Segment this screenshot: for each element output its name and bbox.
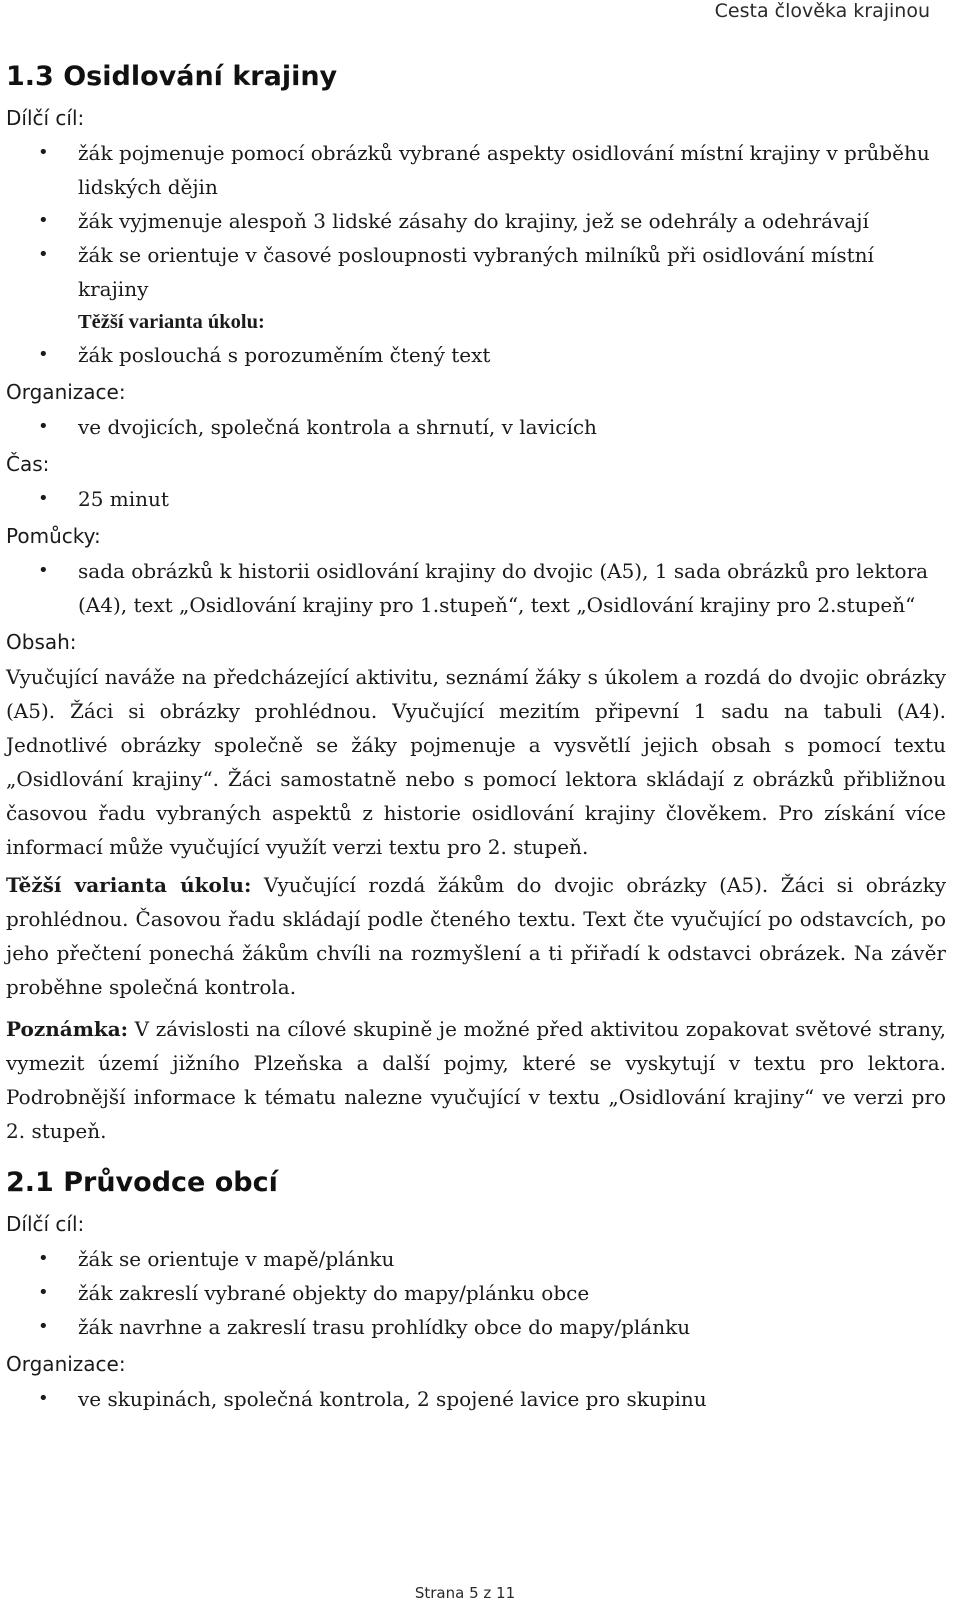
section-title-osidlovani: 1.3 Osidlování krajiny (6, 61, 338, 92)
organization-list (6, 410, 946, 444)
organization-list (6, 1382, 946, 1416)
tools-list (6, 554, 946, 622)
note-inline-label: Poznámka: (6, 1017, 129, 1041)
note-paragraph (6, 1012, 946, 1148)
goal-label: Dílčí cíl: (6, 106, 85, 130)
goal-list (6, 1242, 946, 1344)
tools-label: Pomůcky: (6, 524, 101, 548)
harder-variant-label: Těžší varianta úkolu: (78, 311, 265, 333)
time-list (6, 482, 946, 516)
list-item: • žák se orientuje v mapě/plánku (6, 1242, 946, 1276)
section-title-pruvodce: 2.1 Průvodce obcí (6, 1167, 278, 1198)
list-item: • žák zakreslí vybrané objekty do mapy/plánku obce (6, 1276, 946, 1310)
goal-list (6, 136, 946, 306)
goal-label: Dílčí cíl: (6, 1212, 85, 1236)
page-content (6, 56, 946, 1416)
page-number: Strana 5 z 11 (414, 1584, 516, 1602)
list-item: • žák vyjmenuje alespoň 3 lidské zásahy do krajiny, jež se odehrály a odehrávají (6, 204, 946, 238)
list-item: • žák se orientuje v časové posloupnosti vybraných milníků při osidlování místní krajiny (6, 238, 946, 306)
list-item: • žák pojmenuje pomocí obrázků vybrané aspekty osidlování místní krajiny v průběhu lidských dějin (6, 136, 946, 204)
list-item: • ve skupinách, společná kontrola, 2 spojené lavice pro skupinu (6, 1382, 946, 1416)
harder-variant-inline-label: Těžší varianta úkolu: (6, 873, 252, 897)
running-header: Cesta člověka krajinou (714, 0, 930, 22)
time-label: Čas: (6, 452, 50, 476)
content-paragraph: Vyučující naváže na předcházející aktivitu, seznámí žáky s úkolem a rozdá do dvojic obrázky (A5). Žáci si obrázky prohlédnou. Vyučující mezitím připevní 1 sadu na tabuli (A4). Jednotlivé obrázky společně se žáky pojmenuje a vysvětlí jejich obsah s pomocí textu „Osidlování krajiny“. Žáci samostatně nebo s pomocí lektora skládají z obrázků přibližnou časovou řadu vybraných aspektů z historie osidlování krajiny člověkem. Pro získání více informací může vyučující využít verzi textu pro 2. stupeň. (6, 665, 946, 859)
list-item: • žák poslouchá s porozuměním čtený text (6, 338, 946, 372)
harder-variant-text: Vyučující rozdá žákům do dvojic obrázky (A5). Žáci si obrázky prohlédnou. Časovou řadu skládají podle čteného textu. Text čte vyučující po odstavcích, po jeho přečtení ponechá žákům chvíli na rozmyšlení a ti přiřadí k odstavci obrázek. Na závěr proběhne společná kontrola. (6, 873, 947, 999)
harder-goal-list (6, 338, 946, 372)
list-item: • ve dvojicích, společná kontrola a shrnutí, v lavicích (6, 410, 946, 444)
list-item: • sada obrázků k historii osidlování krajiny do dvojic (A5), 1 sada obrázků pro lektora (A4), text „Osidlování krajiny pro 1.stupeň“, text „Osidlování krajiny pro 2.stupeň“ (6, 554, 946, 622)
content-label: Obsah: (6, 630, 77, 654)
harder-variant-paragraph (6, 868, 946, 1004)
organization-label: Organizace: (6, 1352, 126, 1376)
note-text: V závislosti na cílové skupině je možné před aktivitou zopakovat světové strany, vymezit území jižního Plzeňska a další pojmy, které se vyskytují v textu pro lektora. Podrobnější informace k tématu nalezne vyučující v textu „Osidlování krajiny“ ve verzi pro 2. stupeň. (6, 1017, 946, 1143)
list-item: • žák navrhne a zakreslí trasu prohlídky obce do mapy/plánku (6, 1310, 946, 1344)
list-item: • 25 minut (6, 482, 946, 516)
organization-label: Organizace: (6, 380, 126, 404)
